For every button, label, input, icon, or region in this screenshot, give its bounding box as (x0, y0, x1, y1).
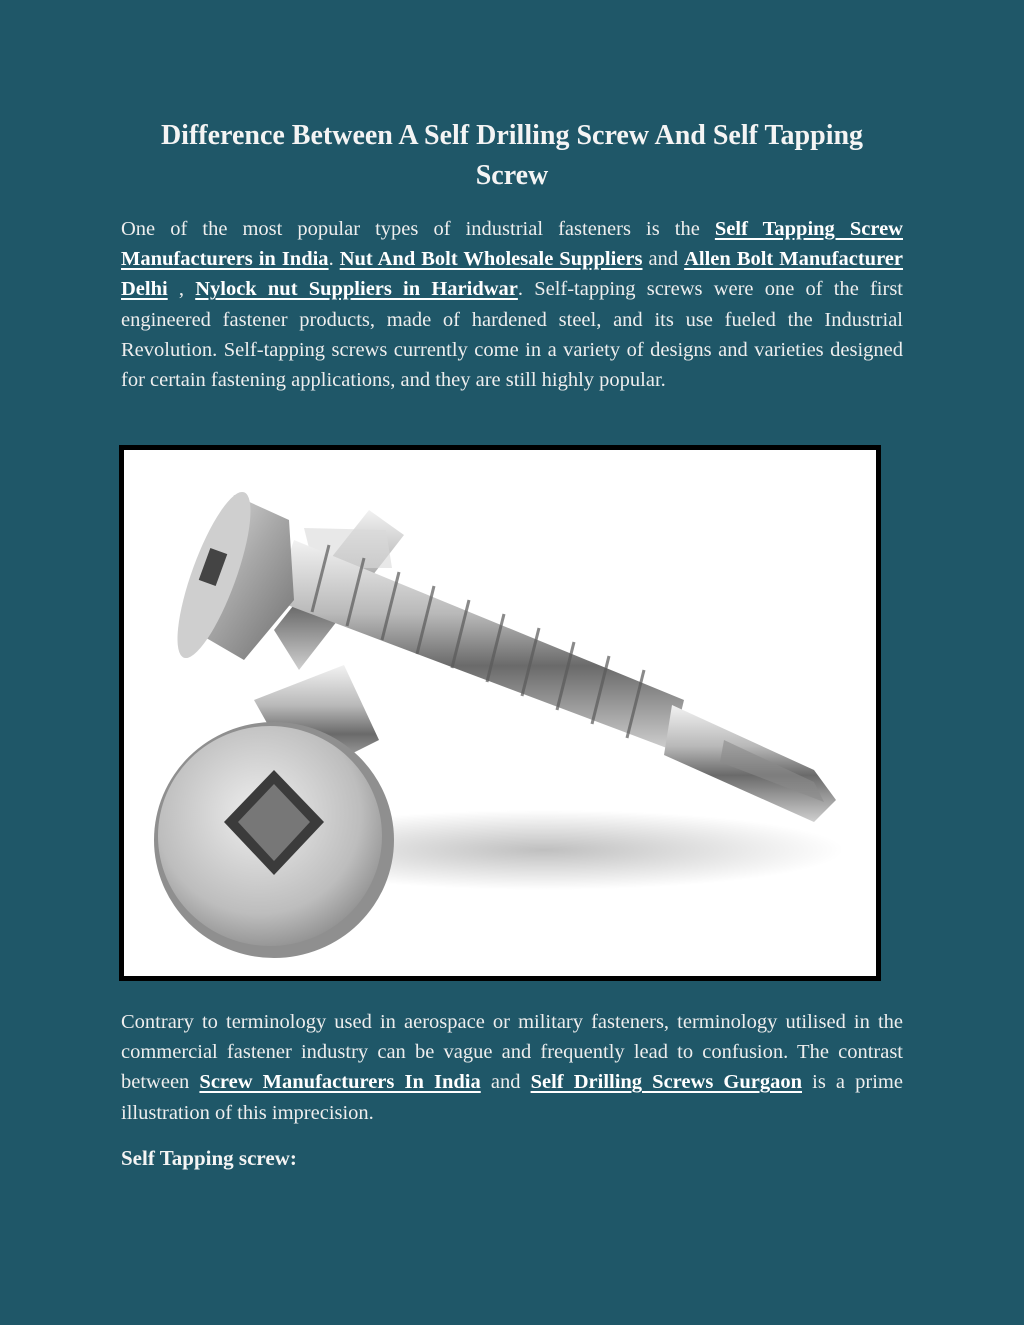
intro-text-1: One of the most popular types of industrial fasteners is the (121, 218, 715, 240)
screw-photo (124, 450, 876, 976)
body-text-1: Contrary to terminology used in aerospace or military fasteners, terminology utilised in the commercial fastener industry can be vague and frequently lead to confusion. The contrast between (121, 1011, 903, 1094)
intro-text-5: . Self-tapping screws were one of the first engineered fastener products, made of hardened steel, and its use fueled the Industrial Revolution. Self-tapping screws currently come in a variety of designs and varieties designed for certain fastening applications, and they are still highly popular. (121, 278, 903, 392)
intro-paragraph (121, 214, 903, 395)
body-text-2: and (480, 1071, 531, 1094)
lower-screw-head (154, 665, 394, 958)
intro-text-3: and (642, 248, 685, 271)
section-heading: Self Tapping screw: (121, 1146, 297, 1170)
link-screw-manufacturers-in-india[interactable]: Screw Manufacturers In India (199, 1071, 481, 1094)
page-title: Difference Between A Self Drilling Screw And Self Tapping Screw (160, 120, 864, 191)
link-nut-and-bolt-wholesale-suppliers[interactable]: Nut And Bolt Wholesale Suppliers (339, 248, 643, 271)
screw-photo-frame (119, 445, 881, 981)
link-allen-bolt-manufacturer-delhi[interactable]: Allen Bolt Manufacturer Delhi (121, 248, 904, 301)
body-text-3: is a prime illustration of this imprecision. (121, 1071, 903, 1124)
body-paragraph (121, 1007, 903, 1128)
link-self-tapping-screw-manufacturers[interactable]: Self Tapping Screw Manufacturers in India (121, 218, 903, 271)
intro-text-2: . (328, 248, 340, 271)
screw-illustration (124, 450, 876, 976)
link-self-drilling-screws-gurgaon[interactable]: Self Drilling Screws Gurgaon (530, 1071, 803, 1094)
intro-text-4: , (167, 278, 196, 301)
link-nylock-nut-suppliers-haridwar[interactable]: Nylock nut Suppliers in Haridwar (195, 278, 518, 301)
